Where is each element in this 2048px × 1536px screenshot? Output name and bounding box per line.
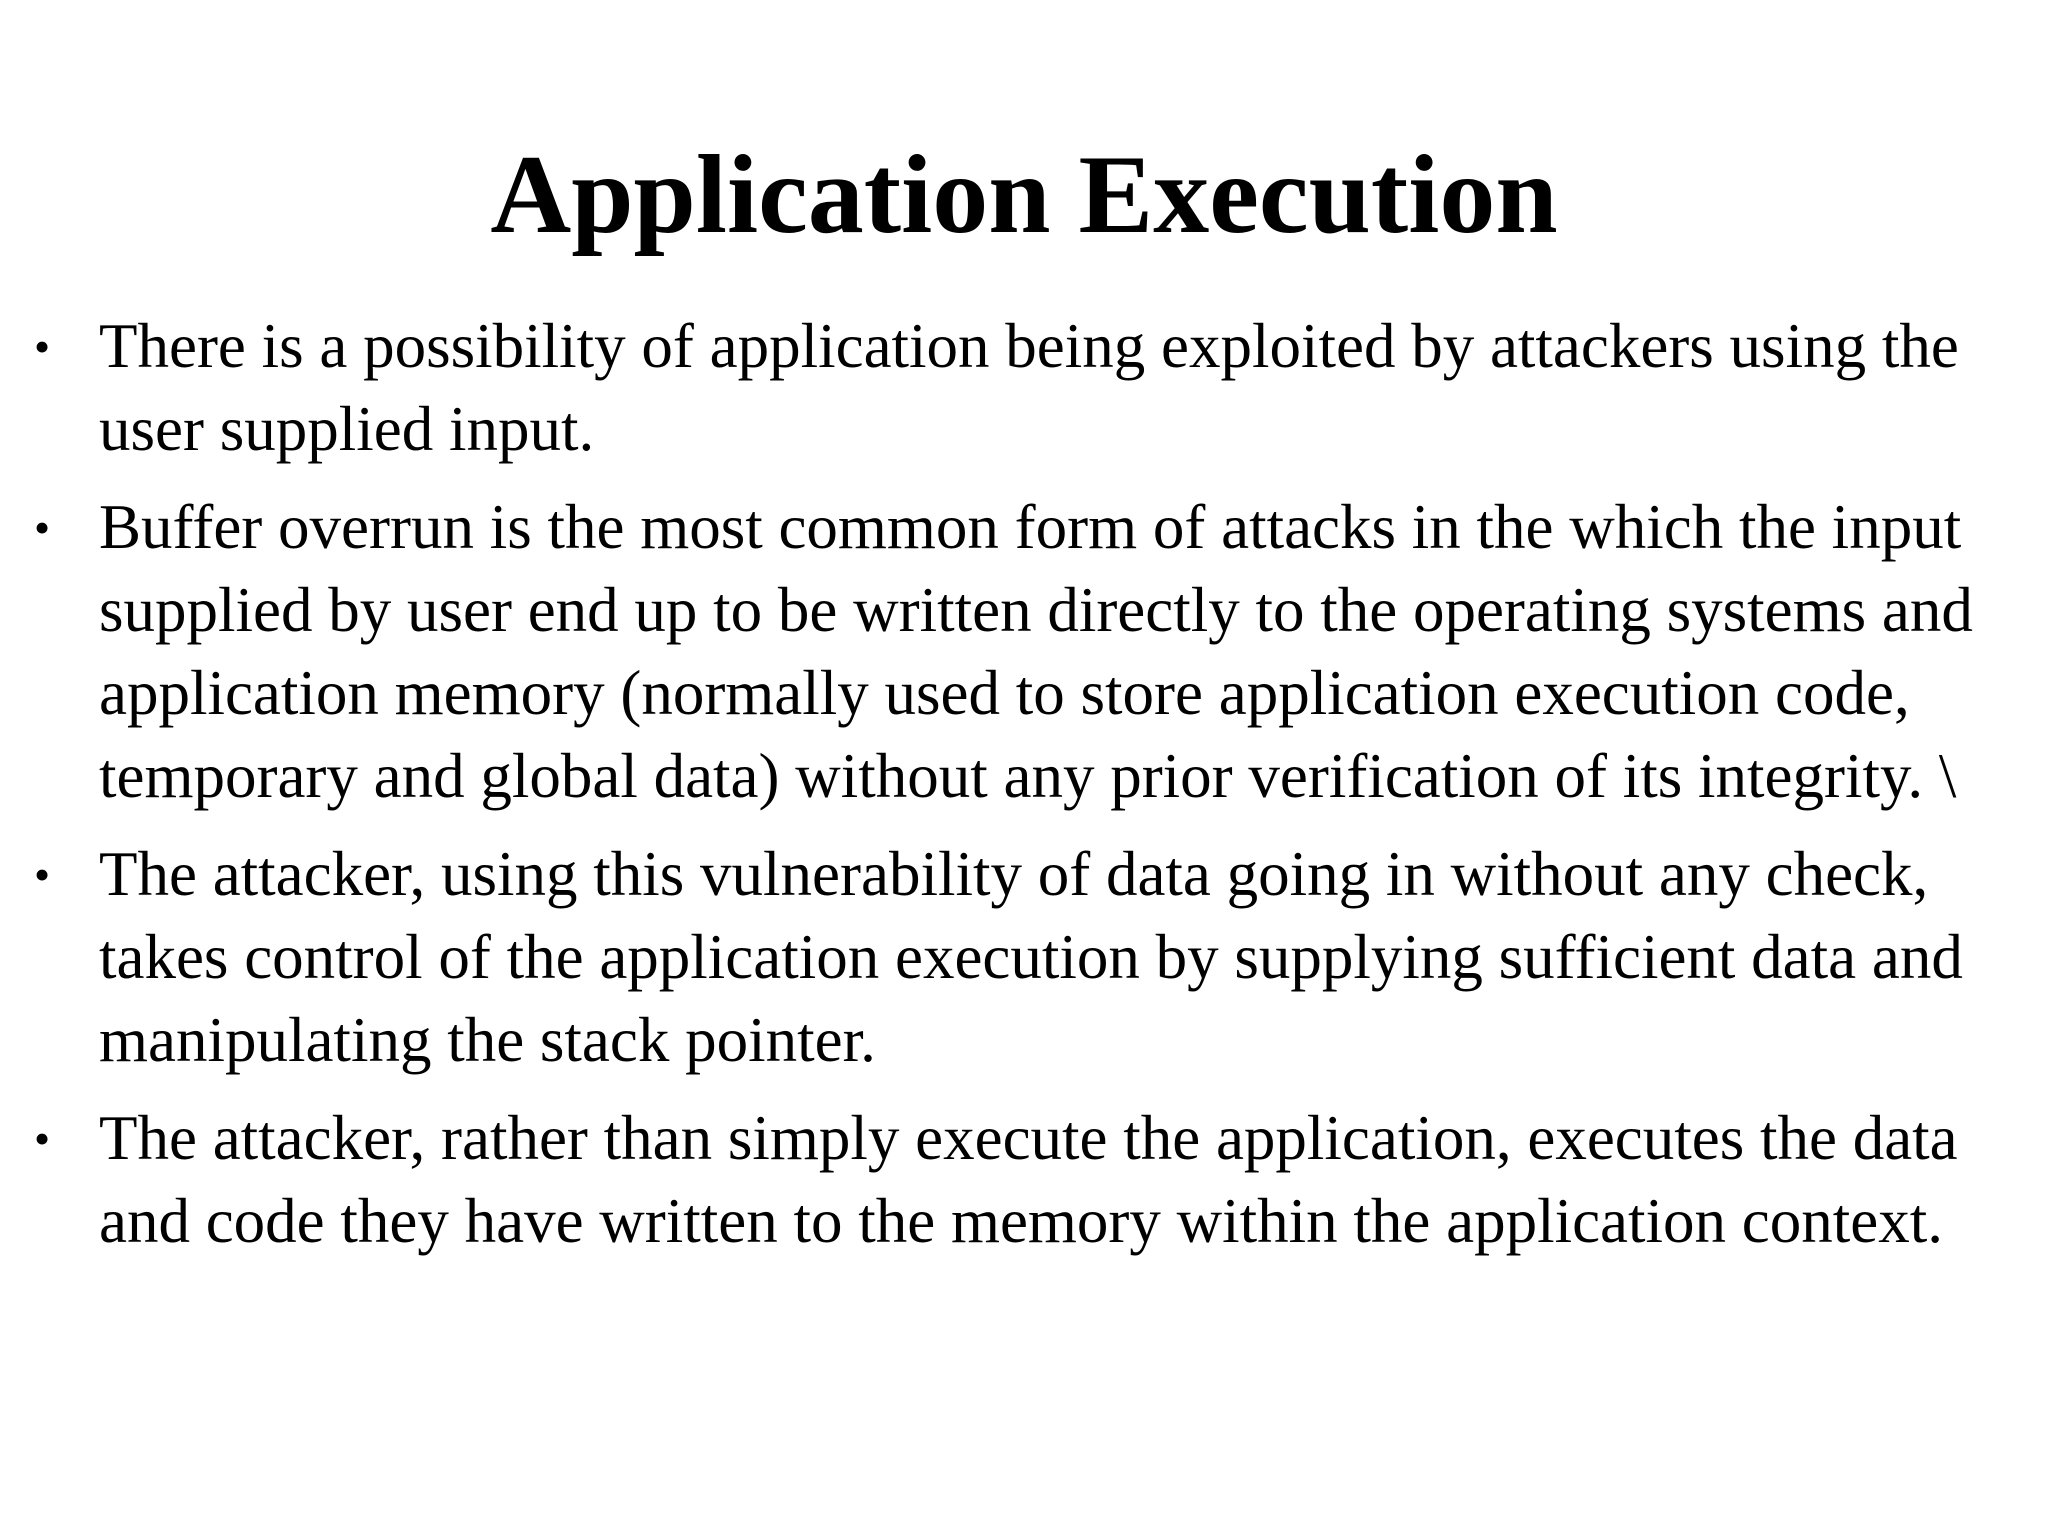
bullet-text: The attacker, rather than simply execute the application, executes the data and code they have written to the memory within the application context. — [99, 1103, 1958, 1256]
bullet-dot-icon: • — [33, 1113, 51, 1164]
bullet-dot-icon: • — [33, 502, 51, 553]
bullet-item — [0, 833, 2048, 1082]
bullet-item — [0, 305, 2048, 471]
bullet-item — [0, 1097, 2048, 1263]
bullet-dot-icon: • — [33, 321, 51, 372]
bullet-text: Buffer overrun is the most common form of attacks in the which the input supplied by user end up to be written directly to the operating systems and application memory (normally used to store application execution code, temporary and global data) without any prior verification of its integrity. \ — [99, 492, 1973, 811]
bullet-text: The attacker, using this vulnerability of data going in without any check, takes control of the application execution by supplying sufficient data and manipulating the stack pointer. — [99, 839, 1963, 1075]
bullet-dot-icon: • — [33, 849, 51, 900]
bullet-item — [0, 486, 2048, 818]
bullet-text: There is a possibility of application being exploited by attackers using the user supplied input. — [99, 311, 1959, 464]
bullet-list — [0, 305, 2048, 1278]
slide-title: Application Execution — [490, 133, 1558, 257]
